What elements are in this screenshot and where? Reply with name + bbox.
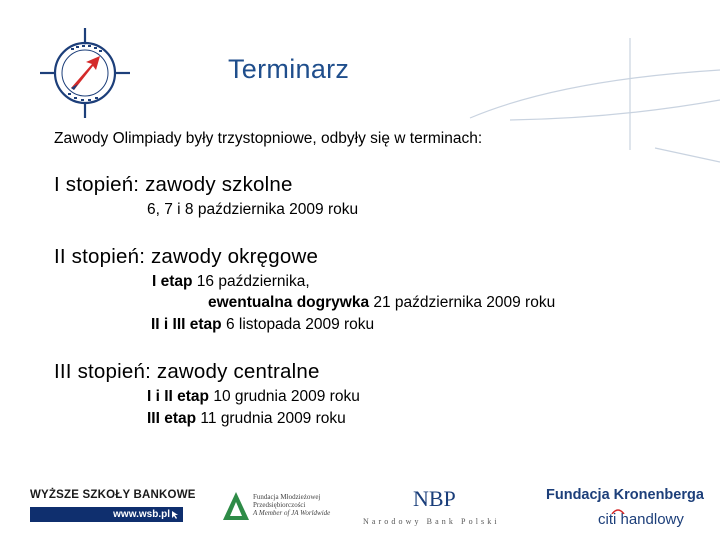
stage-2-heading: II stopień: zawody okręgowe	[54, 245, 319, 268]
wsb-logo-name: WYŻSZE SZKOŁY BANKOWE	[30, 489, 196, 501]
nbp-logo-fullname: Narodowy Bank Polski	[363, 517, 500, 526]
stage-3-line-1: I i II etap 10 grudnia 2009 roku	[147, 388, 360, 405]
citi-arc-icon	[611, 508, 625, 514]
kronenberg-logo-text: Fundacja Kronenberga	[546, 487, 704, 503]
slide-title: Terminarz	[228, 54, 350, 84]
stage-3-line-2: III etap 11 grudnia 2009 roku	[147, 410, 346, 427]
wsb-url: www.wsb.pl	[113, 509, 170, 520]
fmp-logo-text: Fundacja Młodzieżowej Przedsiębiorczości A Member of JA Worldwide	[253, 493, 331, 517]
stage-3-heading: III stopień: zawody centralne	[54, 360, 320, 383]
fmp-triangle-logo	[222, 490, 250, 522]
cursor-icon	[171, 510, 179, 520]
olympiad-logo	[38, 26, 132, 120]
stage-2-line-1: I etap 16 października,	[152, 273, 310, 290]
citi-handlowy-logo: citi handlowy	[598, 511, 684, 528]
wsb-logo-bar	[30, 507, 183, 522]
stage-2-line-2: ewentualna dogrywka 21 października 2009 roku	[208, 294, 556, 311]
intro-text: Zawody Olimpiady były trzystopniowe, odbyły się w terminach:	[54, 130, 483, 147]
stage-1-heading: I stopień: zawody szkolne	[54, 173, 293, 196]
stage-2-line-3: II i III etap 6 listopada 2009 roku	[151, 316, 375, 333]
nbp-logo-abbr: NBP	[413, 486, 456, 511]
stage-1-line-1: 6, 7 i 8 października 2009 roku	[147, 201, 359, 218]
